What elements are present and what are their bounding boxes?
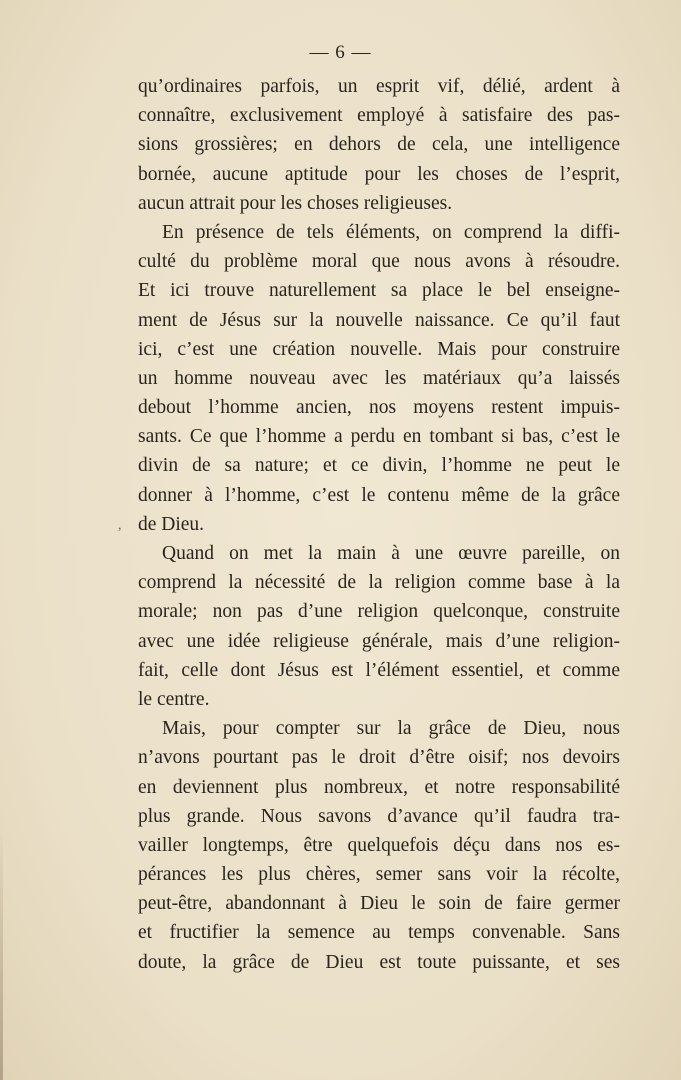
text-line: donner à l’homme, c’est le contenu même de la grâce xyxy=(138,484,620,506)
text-line: ici, c’est une création nouvelle. Mais pour construire xyxy=(138,338,620,360)
text-line: avec une idée religieuse générale, mais d’une religion- xyxy=(138,630,620,652)
text-line: vailler longtemps, être quelquefois déçu dans nos es- xyxy=(138,834,620,856)
text-line: culté du problème moral que nous avons à résoudre. xyxy=(138,251,620,273)
page-number: — 6 — xyxy=(309,42,372,63)
text-line: pérances les plus chères, semer sans voir la récolte, xyxy=(138,864,620,886)
text-line: debout l’homme ancien, nos moyens restent impuis- xyxy=(138,397,620,419)
text-line: Mais, pour compter sur la grâce de Dieu, nous xyxy=(162,718,620,740)
text-line: et fructifier la semence au temps convenable. Sans xyxy=(138,922,620,944)
text-line: qu’ordinaires parfois, un esprit vif, délié, ardent à xyxy=(138,76,620,97)
text-line: le centre. xyxy=(138,688,210,710)
text-line: Et ici trouve naturellement sa place le bel enseigne- xyxy=(138,280,620,302)
text-line: connaître, exclusivement employé à satisfaire des pas- xyxy=(138,105,620,127)
text-line: divin de sa nature; et ce divin, l’homme ne peut le xyxy=(138,455,620,477)
text-line: fait, celle dont Jésus est l’élément essentiel, et comme xyxy=(138,659,620,681)
text-line: un homme nouveau avec les matériaux qu’a laissés xyxy=(138,367,620,389)
text-line: de Dieu. xyxy=(138,513,205,535)
margin-mark: , xyxy=(118,518,122,533)
text-line: en deviennent plus nombreux, et notre responsabilité xyxy=(138,776,620,798)
text-line: bornée, aucune aptitude pour les choses de l’esprit, xyxy=(138,163,620,185)
text-line: comprend la nécessité de la religion comme base à la xyxy=(138,572,620,594)
body-text xyxy=(138,72,620,977)
text-line: aucun attrait pour les choses religieuses. xyxy=(138,192,453,214)
text-line: Quand on met la main à une œuvre pareille, on xyxy=(162,543,620,564)
text-line: plus grande. Nous savons d’avance qu’il faudra tra- xyxy=(138,805,620,827)
text-line: morale; non pas d’une religion quelconque, construite xyxy=(138,601,620,623)
text-line: ment de Jésus sur la nouvelle naissance. Ce qu’il faut xyxy=(138,309,620,331)
text-line: sions grossières; en dehors de cela, une intelligence xyxy=(138,134,620,156)
text-line: En présence de tels éléments, on comprend la diffi- xyxy=(162,221,620,243)
text-line: doute, la grâce de Dieu est toute puissante, et ses xyxy=(138,951,620,973)
text-line: sants. Ce que l’homme a perdu en tombant si bas, c’est le xyxy=(138,426,620,448)
text-line: peut-être, abandonnant à Dieu le soin de faire germer xyxy=(138,893,620,915)
text-line: n’avons pourtant pas le droit d’être oisif; nos devoirs xyxy=(138,747,620,769)
page-edge-shadow xyxy=(0,820,3,1080)
